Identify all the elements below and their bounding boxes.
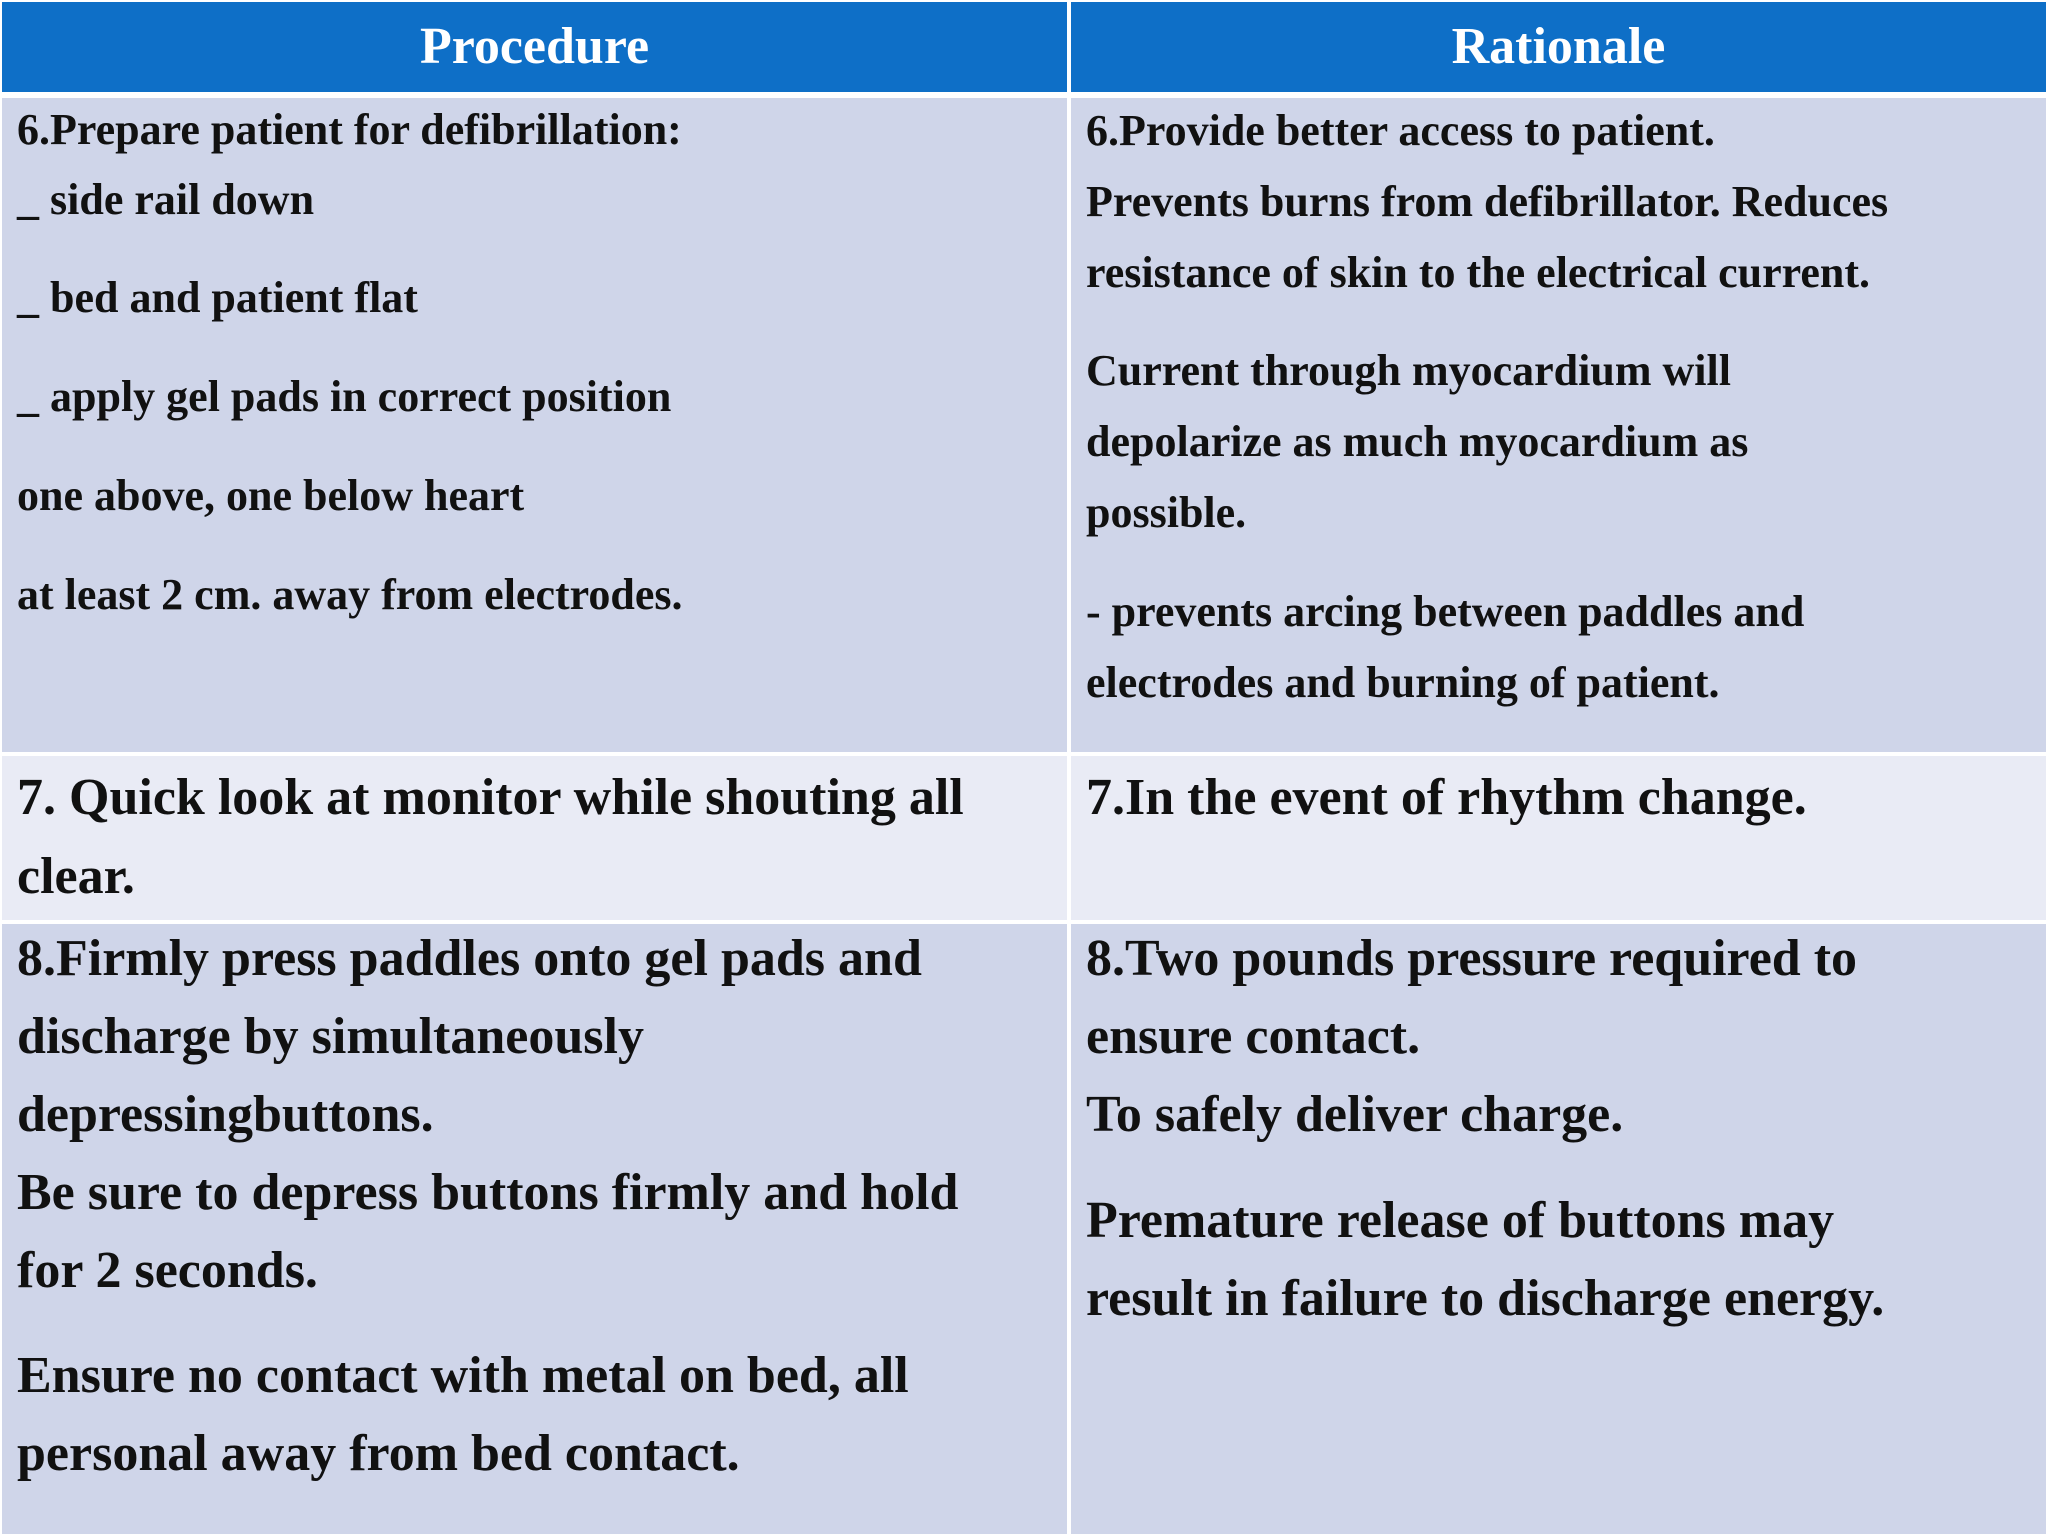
header-procedure-label: Procedure [419,18,650,75]
header-rationale-label: Rationale [1451,18,1666,75]
row6-rationale-line: - prevents arcing between paddles and [1086,587,1805,636]
row6-procedure-line: 6.Prepare patient for defibrillation: [17,105,682,154]
row8-rationale-line: To safely deliver charge. [1086,1086,1624,1143]
row8-procedure-line: Be sure to depress buttons firmly and hold [17,1164,959,1221]
row7-rationale-line: 7.In the event of rhythm change. [1086,769,1807,826]
row8-rationale-cell [1071,924,2046,1534]
row7-procedure-line: 7. Quick look at monitor while shouting all [17,769,964,826]
row6-rationale-line: Prevents burns from defibrillator. Reduces [1086,177,1889,226]
row6-rationale-line: Current through myocardium will [1086,346,1731,395]
row6-rationale-line: possible. [1086,488,1247,537]
row8-rationale-line: ensure contact. [1086,1008,1421,1065]
row8-procedure-line: 8.Firmly press paddles onto gel pads and [17,930,922,987]
header-rationale [1071,2,2046,92]
row6-rationale-cell [1071,98,2046,752]
row8-procedure-line: for 2 seconds. [17,1242,318,1299]
row7-procedure-cell [2,756,1067,920]
row8-procedure-line: depressingbuttons. [17,1086,434,1143]
row7-procedure-line: clear. [17,848,135,905]
row6-procedure-line: at least 2 cm. away from electrodes. [17,570,683,619]
row6-procedure-line: _ bed and patient flat [17,273,418,322]
row6-procedure-cell [2,98,1067,752]
row6-rationale-line: depolarize as much myocardium as [1086,417,1749,466]
row6-rationale-line: 6.Provide better access to patient. [1086,106,1715,155]
row8-procedure-line: personal away from bed contact. [17,1425,740,1482]
row6-procedure-line: one above, one below heart [17,471,525,520]
row8-rationale-line: result in failure to discharge energy. [1086,1270,1885,1327]
row8-procedure-cell [2,924,1067,1534]
row8-procedure-line: discharge by simultaneously [17,1008,644,1065]
header-procedure [2,2,1067,92]
row6-rationale-line: resistance of skin to the electrical current. [1086,248,1871,297]
row6-rationale-line: electrodes and burning of patient. [1086,658,1720,707]
row8-procedure-line: Ensure no contact with metal on bed, all [17,1347,909,1404]
row8-rationale-line: 8.Two pounds pressure required to [1086,930,1858,987]
row8-rationale-line: Premature release of buttons may [1086,1192,1835,1249]
row6-procedure-line: _ side rail down [17,175,315,224]
row6-procedure-line: _ apply gel pads in correct position [17,372,672,421]
row7-rationale-cell [1071,756,2046,920]
